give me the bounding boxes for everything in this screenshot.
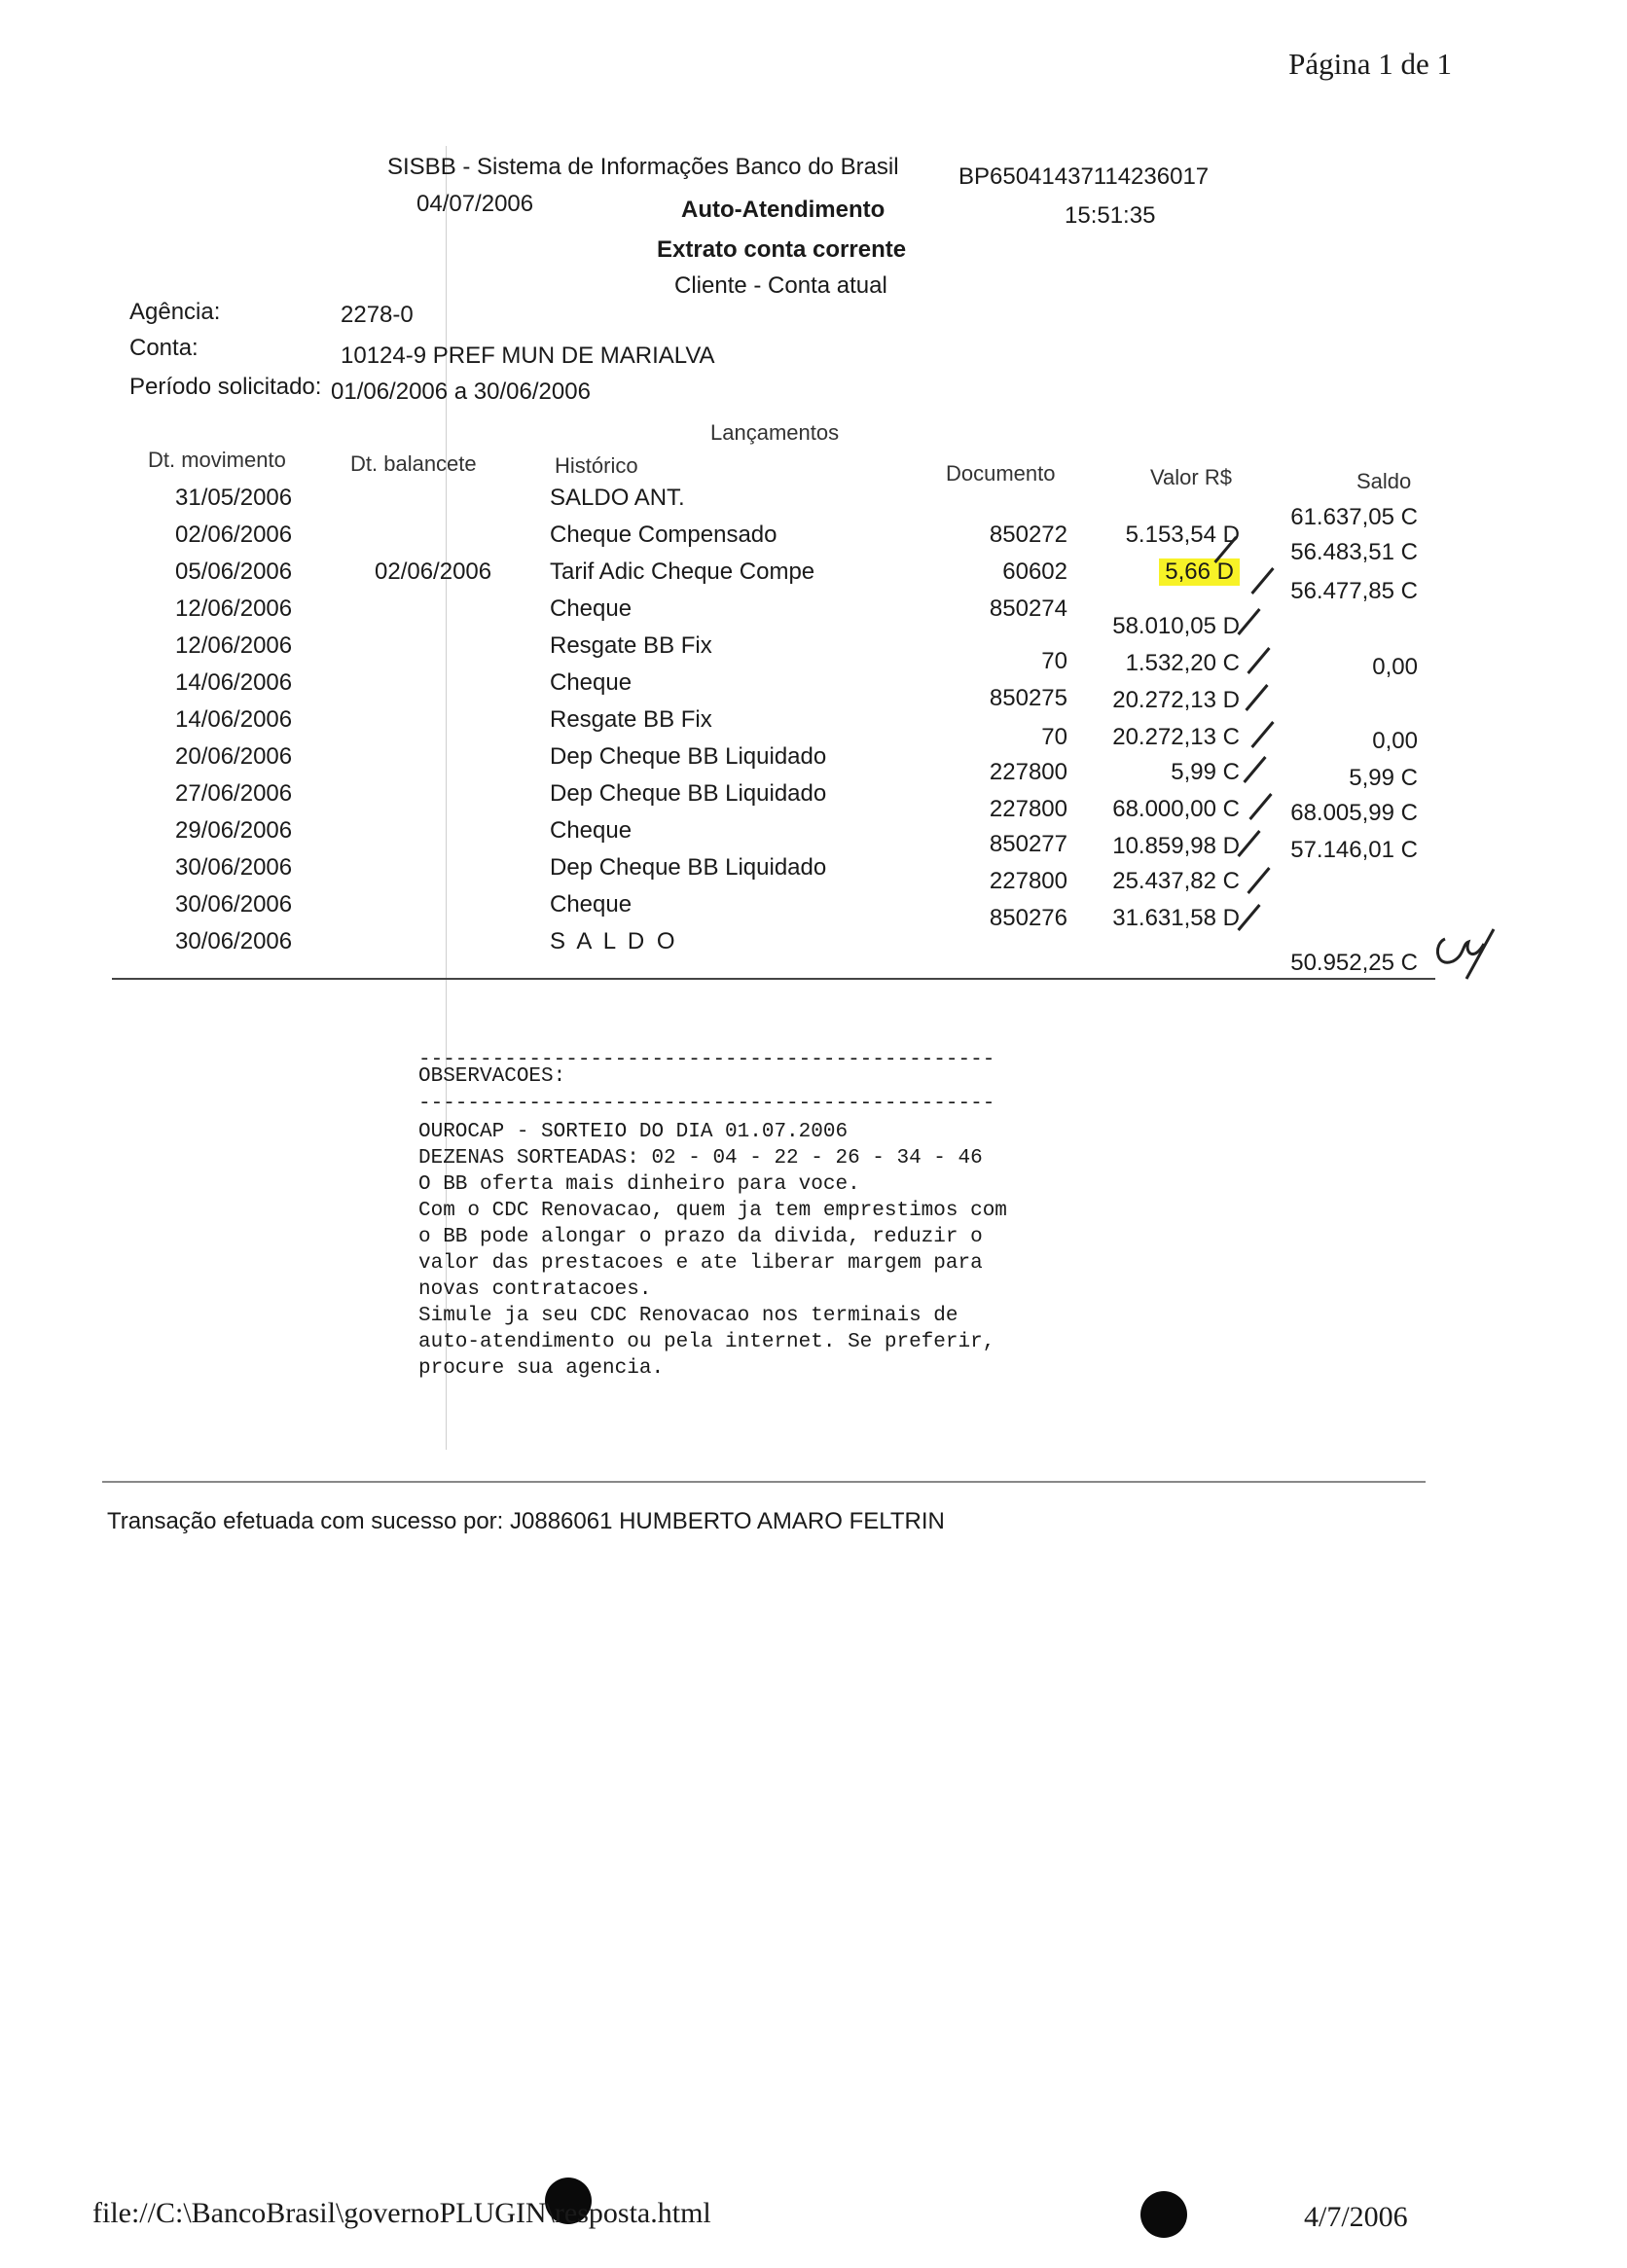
row-value: 5.153,54 D [1125,522,1240,548]
table-row [0,743,1627,791]
col-history: Histórico [555,453,638,478]
row-document: 850274 [989,595,1067,622]
row-date: 14/06/2006 [175,669,293,696]
row-history: Dep Cheque BB Liquidado [550,780,827,807]
table-row [0,632,1627,680]
row-history: SALDO ANT. [550,485,685,511]
row-value: 68.000,00 C [1112,796,1240,822]
row-document: 850275 [989,685,1067,711]
row-saldo: 56.477,85 C [1290,578,1418,604]
row-history: Cheque Compensado [550,522,777,548]
row-document: 60602 [1002,558,1067,585]
row-date: 02/06/2006 [175,522,293,548]
report-date: 04/07/2006 [416,191,534,217]
file-path: file://C:\BancoBrasil\governoPLUGIN\resposta.html [92,2197,711,2229]
final-saldo: 50.952,25 C [1290,950,1418,976]
row-history: S A L D O [550,928,678,954]
row-value-highlighted: 5,66 D [1159,558,1240,586]
row-date: 14/06/2006 [175,706,293,733]
print-date: 4/7/2006 [1304,2201,1408,2233]
row-date: 27/06/2006 [175,780,293,807]
row-document: 227800 [989,759,1067,785]
obs-title: OBSERVACOES: [418,1065,566,1088]
table-row [0,780,1627,826]
row-history: Dep Cheque BB Liquidado [550,854,827,881]
row-history: Cheque [550,817,633,844]
row-saldo: 0,00 [1372,728,1418,754]
row-value: 20.272,13 D [1112,687,1240,713]
row-value: 31.631,58 D [1112,905,1240,931]
row-date: 20/06/2006 [175,743,293,770]
row-date: 12/06/2006 [175,595,293,622]
row-saldo: 68.005,99 C [1290,800,1418,826]
row-saldo: 61.637,05 C [1290,504,1418,530]
table-row [0,706,1627,754]
agency-value: 2278-0 [341,302,414,328]
row-history: Cheque [550,669,633,696]
obs-mid-dashes: ----------------------------------------------- [418,1093,995,1115]
row-history: Resgate BB Fix [550,632,712,659]
row-document: 850277 [989,831,1067,857]
row-history: Tarif Adic Cheque Compe [550,558,815,585]
page-number: Página 1 de 1 [1288,47,1452,81]
row-document: 227800 [989,868,1067,894]
row-document: 850272 [989,522,1067,548]
period-label: Período solicitado: [129,374,322,400]
document-subtitle: Cliente - Conta atual [674,272,887,299]
row-saldo: 0,00 [1372,654,1418,680]
system-name: SISBB - Sistema de Informações Banco do Brasil [387,154,899,180]
row-balance-date: 02/06/2006 [375,558,492,585]
table-row [0,669,1627,713]
row-date: 30/06/2006 [175,928,293,954]
row-saldo: 57.146,01 C [1290,837,1418,863]
table-row [0,928,1627,976]
table-row [0,522,1627,565]
row-date: 05/06/2006 [175,558,293,585]
handwritten-initials [1426,915,1503,983]
row-value: 25.437,82 C [1112,868,1240,894]
col-document: Documento [946,461,1056,486]
row-document: 70 [1041,648,1067,674]
table-row [0,558,1627,604]
report-time: 15:51:35 [1065,202,1156,229]
period-value: 01/06/2006 a 30/06/2006 [331,378,591,405]
table-row [0,854,1627,894]
row-value: 10.859,98 D [1112,833,1240,859]
entries-group-label: Lançamentos [710,420,840,445]
observations-text: OUROCAP - SORTEIO DO DIA 01.07.2006 DEZENAS SORTEADAS: 02 - 04 - 22 - 26 - 34 - 46 O BB oferta mais dinheiro para voce. Com o CDC Renovacao, quem ja tem emprestimos com o BB pode alongar o prazo da divida, reduzir o valor das prestacoes e ate liberar margem para novas contratacoes. Simule ja seu CDC Renovacao nos terminais de auto-atendimento ou pela internet. Se preferir, procure sua agencia. [418,1121,1007,1380]
row-saldo: 56.483,51 C [1290,539,1418,565]
row-date: 31/05/2006 [175,485,293,511]
row-saldo: 5,99 C [1349,765,1418,791]
row-value: 58.010,05 D [1112,613,1240,639]
table-row [0,485,1627,530]
table-row [0,595,1627,639]
punch-hole [1140,2191,1187,2238]
transaction-status: Transação efetuada com sucesso por: J0886061 HUMBERTO AMARO FELTRIN [107,1508,945,1534]
row-document: 227800 [989,796,1067,822]
report-code: BP65041437114236017 [958,163,1210,190]
row-document: 850276 [989,905,1067,931]
row-date: 12/06/2006 [175,632,293,659]
row-document: 70 [1041,724,1067,750]
footer-rule [102,1481,1426,1483]
row-value: 20.272,13 C [1112,724,1240,750]
row-date: 29/06/2006 [175,817,293,844]
row-date: 30/06/2006 [175,854,293,881]
row-date: 30/06/2006 [175,891,293,918]
table-row [0,891,1627,931]
table-bottom-rule [112,978,1435,980]
row-history: Cheque [550,891,633,918]
col-balance-date: Dt. balancete [350,451,477,476]
col-saldo: Saldo [1356,469,1412,493]
col-value: Valor R$ [1150,465,1232,489]
agency-label: Agência: [129,299,221,325]
table-row [0,817,1627,863]
row-value: 1.532,20 C [1125,650,1240,676]
document-title: Extrato conta corrente [657,236,907,263]
account-label: Conta: [129,335,199,361]
col-date: Dt. movimento [148,448,286,472]
row-value: 5,99 C [1171,759,1240,785]
service-name: Auto-Atendimento [681,197,886,223]
row-history: Dep Cheque BB Liquidado [550,743,827,770]
obs-top-dashes: ----------------------------------------------- [418,1049,995,1071]
account-value: 10124-9 PREF MUN DE MARIALVA [341,342,715,369]
row-history: Cheque [550,595,633,622]
row-history: Resgate BB Fix [550,706,712,733]
